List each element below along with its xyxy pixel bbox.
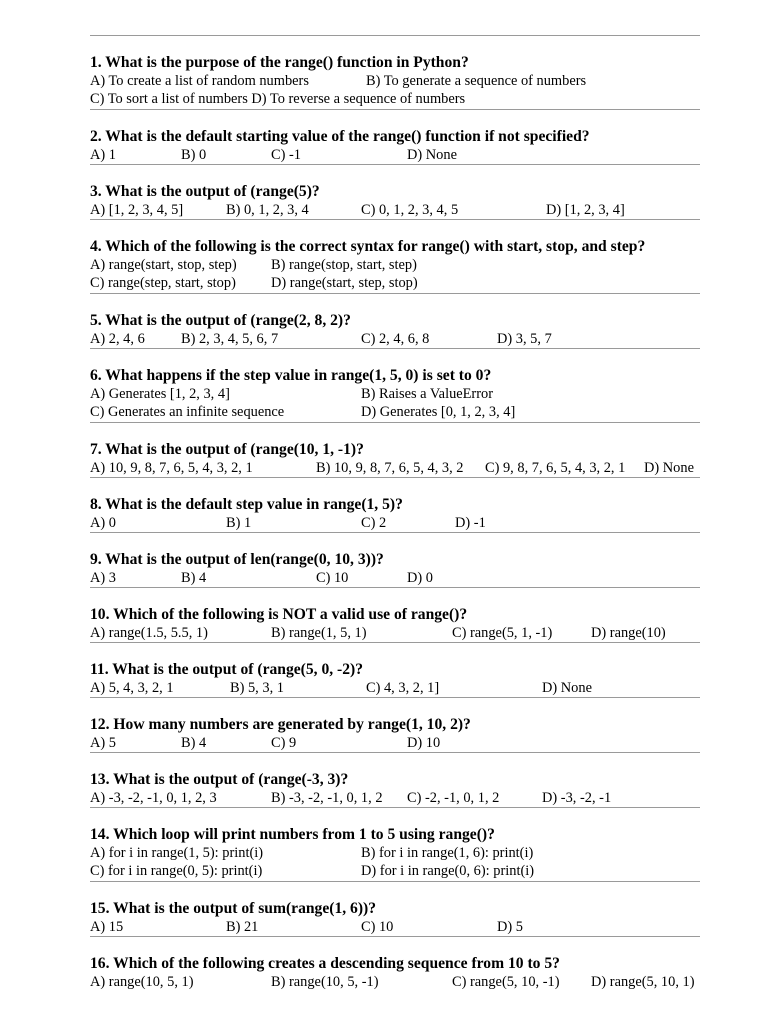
quiz-page bbox=[90, 0, 700, 1024]
question-title: 13. What is the output of (range(-3, 3)? bbox=[90, 771, 349, 788]
answer-option: A) 1 bbox=[90, 147, 116, 163]
answer-option: B) range(1, 5, 1) bbox=[271, 625, 367, 641]
options-row bbox=[90, 146, 700, 164]
answer-option: A) 15 bbox=[90, 919, 124, 935]
answer-option: D) -1 bbox=[455, 515, 486, 531]
question-1 bbox=[90, 53, 700, 110]
options-row bbox=[90, 789, 700, 807]
top-divider bbox=[90, 35, 700, 36]
answer-option: B) 1 bbox=[226, 515, 252, 531]
answer-option: A) for i in range(1, 5): print(i) bbox=[90, 845, 264, 861]
answer-option: A) range(10, 5, 1) bbox=[90, 974, 194, 990]
answer-option: C) -1 bbox=[271, 147, 301, 163]
answer-option: C) for i in range(0, 5): print(i) bbox=[90, 863, 263, 879]
options-row bbox=[90, 679, 700, 697]
options-row bbox=[90, 624, 700, 642]
answer-option: A) -3, -2, -1, 0, 1, 2, 3 bbox=[90, 790, 217, 806]
answer-option: D) Generates [0, 1, 2, 3, 4] bbox=[361, 404, 516, 420]
answer-option: B) 21 bbox=[226, 919, 259, 935]
answer-option: A) 0 bbox=[90, 515, 116, 531]
answer-option: A) To create a list of random numbers bbox=[90, 73, 309, 89]
question-title: 14. Which loop will print numbers from 1 to 5 using range()? bbox=[90, 826, 495, 843]
options-row bbox=[90, 734, 700, 752]
options-row bbox=[90, 256, 700, 274]
options-row bbox=[90, 72, 700, 90]
options-row bbox=[90, 403, 700, 421]
question-14 bbox=[90, 825, 700, 882]
question-title: 3. What is the output of (range(5)? bbox=[90, 183, 320, 200]
answer-option: B) To generate a sequence of numbers bbox=[366, 73, 587, 89]
options-row bbox=[90, 918, 700, 936]
answer-option: A) [1, 2, 3, 4, 5] bbox=[90, 202, 184, 218]
question-title: 1. What is the purpose of the range() function in Python? bbox=[90, 54, 469, 71]
answer-option: B) range(10, 5, -1) bbox=[271, 974, 379, 990]
question-title: 9. What is the output of len(range(0, 10, 3))? bbox=[90, 551, 384, 568]
answer-option: C) 2 bbox=[361, 515, 387, 531]
answer-option: B) range(stop, start, step) bbox=[271, 257, 417, 273]
options-row bbox=[90, 973, 700, 991]
question-title: 7. What is the output of (range(10, 1, -1)? bbox=[90, 441, 364, 458]
answer-option: C) 2, 4, 6, 8 bbox=[361, 331, 430, 347]
answer-option: D) 5 bbox=[497, 919, 523, 935]
answer-option: B) 0, 1, 2, 3, 4 bbox=[226, 202, 309, 218]
answer-option: A) 10, 9, 8, 7, 6, 5, 4, 3, 2, 1 bbox=[90, 460, 253, 476]
answer-option: D) None bbox=[407, 147, 457, 163]
answer-option: C) -2, -1, 0, 1, 2 bbox=[407, 790, 500, 806]
answer-option: C) range(5, 10, -1) bbox=[452, 974, 560, 990]
answer-option: C) 9, 8, 7, 6, 5, 4, 3, 2, 1 bbox=[485, 460, 626, 476]
question-12 bbox=[90, 715, 700, 753]
answer-option: D) None bbox=[644, 460, 694, 476]
question-10 bbox=[90, 605, 700, 643]
question-title: 16. Which of the following creates a descending sequence from 10 to 5? bbox=[90, 955, 560, 972]
question-title: 2. What is the default starting value of the range() function if not specified? bbox=[90, 128, 590, 145]
answer-option: C) 0, 1, 2, 3, 4, 5 bbox=[361, 202, 459, 218]
answer-option: D) range(10) bbox=[591, 625, 666, 641]
answer-option: B) 5, 3, 1 bbox=[230, 680, 284, 696]
answer-option: C) To sort a list of numbers D) To reverse a sequence of numbers bbox=[90, 91, 466, 107]
answer-option: C) 10 bbox=[316, 570, 349, 586]
options-row bbox=[90, 862, 700, 880]
question-2 bbox=[90, 127, 700, 165]
options-row bbox=[90, 201, 700, 219]
answer-option: A) Generates [1, 2, 3, 4] bbox=[90, 386, 230, 402]
question-title: 6. What happens if the step value in range(1, 5, 0) is set to 0? bbox=[90, 367, 492, 384]
question-16 bbox=[90, 954, 700, 991]
question-8 bbox=[90, 495, 700, 533]
answer-option: B) -3, -2, -1, 0, 1, 2 bbox=[271, 790, 383, 806]
options-row bbox=[90, 90, 700, 108]
answer-option: D) 0 bbox=[407, 570, 433, 586]
answer-option: C) range(5, 1, -1) bbox=[452, 625, 553, 641]
answer-option: A) 3 bbox=[90, 570, 116, 586]
answer-option: A) range(start, stop, step) bbox=[90, 257, 237, 273]
answer-option: D) [1, 2, 3, 4] bbox=[546, 202, 625, 218]
question-11 bbox=[90, 660, 700, 698]
options-row bbox=[90, 330, 700, 348]
answer-option: B) 2, 3, 4, 5, 6, 7 bbox=[181, 331, 279, 347]
options-row bbox=[90, 385, 700, 403]
answer-option: B) 4 bbox=[181, 570, 207, 586]
answer-option: B) 4 bbox=[181, 735, 207, 751]
question-4 bbox=[90, 237, 700, 294]
options-row bbox=[90, 844, 700, 862]
question-3 bbox=[90, 182, 700, 220]
question-15 bbox=[90, 899, 700, 937]
options-row bbox=[90, 274, 700, 292]
question-title: 12. How many numbers are generated by range(1, 10, 2)? bbox=[90, 716, 471, 733]
options-row bbox=[90, 514, 700, 532]
question-title: 4. Which of the following is the correct syntax for range() with start, stop, and step? bbox=[90, 238, 646, 255]
question-title: 11. What is the output of (range(5, 0, -2)? bbox=[90, 661, 364, 678]
answer-option: C) 9 bbox=[271, 735, 297, 751]
answer-option: C) 10 bbox=[361, 919, 394, 935]
question-title: 8. What is the default step value in range(1, 5)? bbox=[90, 496, 403, 513]
answer-option: D) 3, 5, 7 bbox=[497, 331, 552, 347]
answer-option: D) 10 bbox=[407, 735, 441, 751]
answer-option: D) for i in range(0, 6): print(i) bbox=[361, 863, 535, 879]
answer-option: D) range(5, 10, 1) bbox=[591, 974, 695, 990]
answer-option: B) 10, 9, 8, 7, 6, 5, 4, 3, 2 bbox=[316, 460, 464, 476]
options-row bbox=[90, 569, 700, 587]
question-7 bbox=[90, 440, 700, 478]
answer-option: B) for i in range(1, 6): print(i) bbox=[361, 845, 534, 861]
answer-option: C) range(step, start, stop) bbox=[90, 275, 236, 291]
answer-option: C) 4, 3, 2, 1] bbox=[366, 680, 440, 696]
answer-option: D) None bbox=[542, 680, 592, 696]
answer-option: B) 0 bbox=[181, 147, 207, 163]
options-row bbox=[90, 459, 700, 477]
question-5 bbox=[90, 311, 700, 349]
question-title: 5. What is the output of (range(2, 8, 2)? bbox=[90, 312, 351, 329]
question-9 bbox=[90, 550, 700, 588]
answer-option: A) 2, 4, 6 bbox=[90, 331, 145, 347]
question-title: 10. Which of the following is NOT a valid use of range()? bbox=[90, 606, 468, 623]
answer-option: C) Generates an infinite sequence bbox=[90, 404, 285, 420]
question-6 bbox=[90, 366, 700, 423]
answer-option: D) -3, -2, -1 bbox=[542, 790, 612, 806]
answer-option: A) range(1.5, 5.5, 1) bbox=[90, 625, 208, 641]
answer-option: A) 5, 4, 3, 2, 1 bbox=[90, 680, 174, 696]
question-title: 15. What is the output of sum(range(1, 6))? bbox=[90, 900, 377, 917]
answer-option: D) range(start, step, stop) bbox=[271, 275, 418, 291]
answer-option: A) 5 bbox=[90, 735, 116, 751]
answer-option: B) Raises a ValueError bbox=[361, 386, 494, 402]
question-13 bbox=[90, 770, 700, 808]
